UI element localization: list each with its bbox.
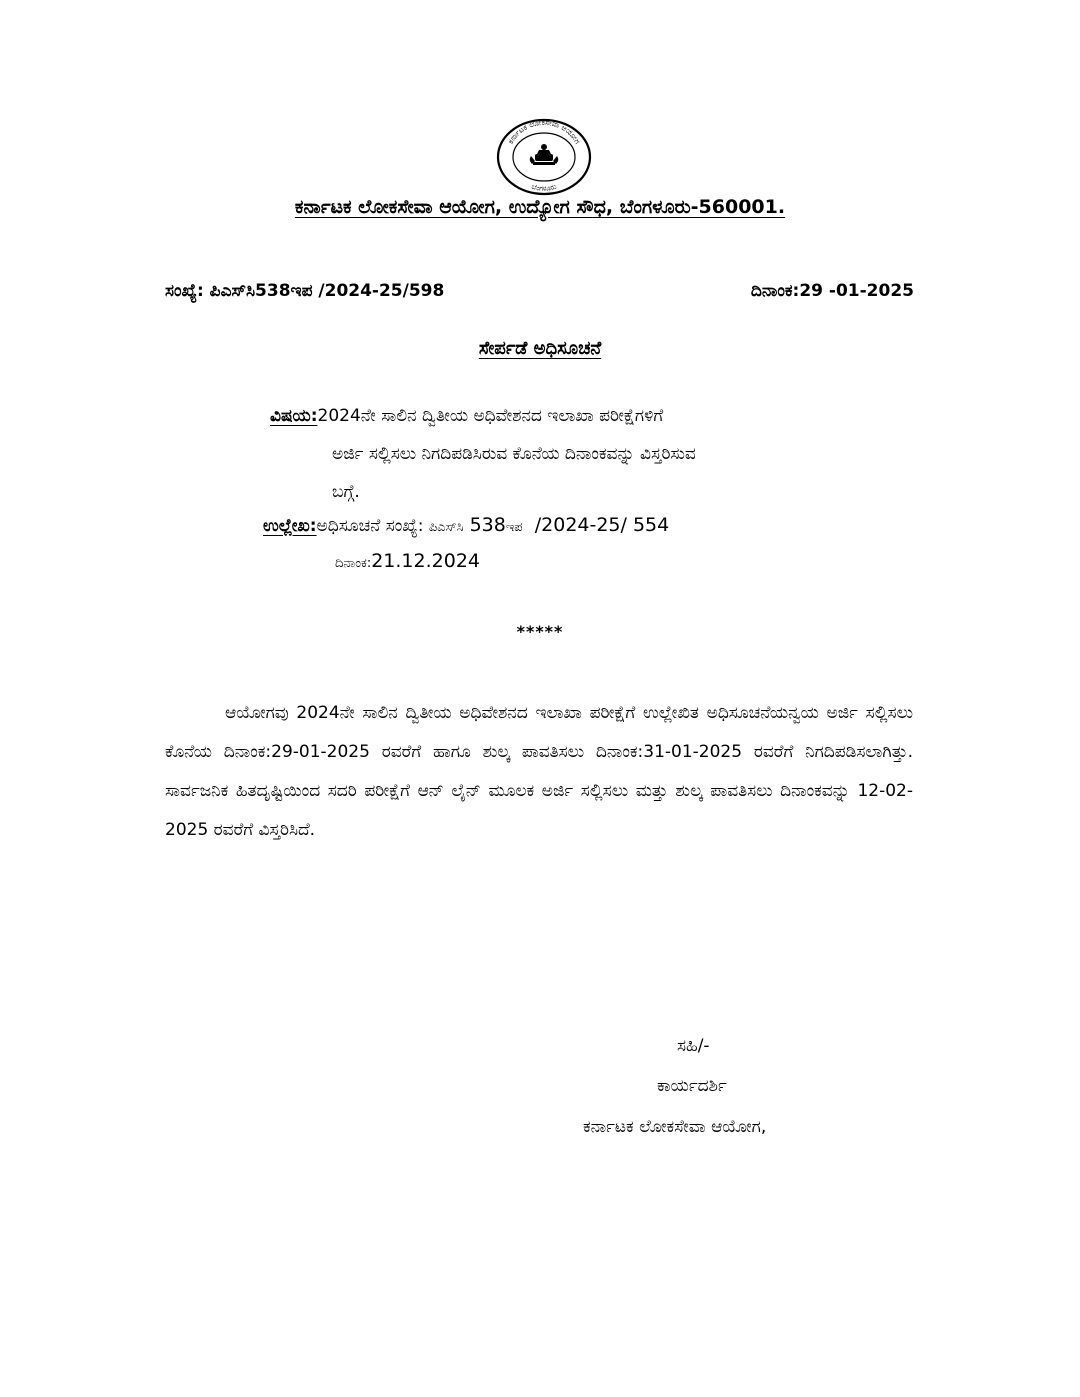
signature-organization: ಕರ್ನಾಟಕ ಲೋಕಸೇವಾ ಆಯೋಗ, — [583, 1117, 767, 1137]
signature-signed: ಸಹಿ/- — [677, 1036, 710, 1056]
seal-text-top: ಕರ್ನಾಟಕ ಲೋಕಸೇವಾ ಆಯೋಗ — [505, 118, 583, 146]
reference-label: ಉಲ್ಲೇಖ: — [263, 516, 317, 536]
notice-title-text: ಸೇರ್ಪಡೆ ಅಧಿಸೂಚನೆ — [478, 338, 602, 359]
seal-text-bottom: ಬೆಂಗಳೂರು — [530, 182, 558, 193]
document-date: ದಿನಾಂಕ:29 -01-2025 — [750, 281, 914, 301]
reference-block — [263, 506, 669, 547]
notice-title — [0, 338, 1080, 359]
subject-line-3: ಬಗ್ಗೆ. — [332, 482, 360, 502]
subject-block — [270, 397, 870, 511]
subject-line-1: 2024ನೇ ಸಾಲಿನ ದ್ವಿತೀಯ ಅಧಿವೇಶನದ ಇಲಾಖಾ ಪರೀಕ್ಷೆಗಳಿಗೆ — [317, 406, 664, 426]
reference-date-label: ದಿನಾಂಕ: — [335, 556, 372, 571]
subject-label: ವಿಷಯ: — [270, 406, 318, 426]
svg-text:ಬೆಂಗಳೂರು — [531, 183, 558, 193]
office-address-header — [0, 196, 1080, 218]
svg-text:ಕರ್ನಾಟಕ ಲೋಕಸೇವಾ ಆಯೋಗ — [506, 118, 582, 145]
reference-text: ಅಧಿಸೂಚನೆ ಸಂಖ್ಯೆ: — [316, 516, 424, 536]
separator-stars: ***** — [516, 622, 564, 641]
reference-number: ಸಂಖ್ಯೆ: ಪಿಎಸ್‌ಸಿ538ಇಪ /2024-25/598 — [165, 281, 445, 301]
reference-date — [335, 545, 480, 580]
reference-date-value: 21.12.2024 — [371, 550, 481, 572]
subject-line-2: ಅರ್ಜಿ ಸಲ್ಲಿಸಲು ನಿಗದಿಪಡಿಸಿರುವ ಕೊನೆಯ ದಿನಾಂಕವನ್ನು ವಿಸ್ತರಿಸುವ — [332, 444, 696, 464]
reference-number-mid: 538 — [463, 514, 506, 536]
body-paragraph: ಆಯೋಗವು 2024ನೇ ಸಾಲಿನ ದ್ವಿತೀಯ ಅಧಿವೇಶನದ ಇಲಾಖಾ ಪರೀಕ್ಷೆಗೆ ಉಲ್ಲೇಖಿತ ಅಧಿಸೂಚನೆಯನ್ವಯ ಅರ್ಜಿ ಸಲ್ಲಿಸಲು ಕೊನೆಯ ದಿನಾಂಕ:29-01-2025 ರವರೆಗೆ ಹಾಗೂ ಶುಲ್ಕ ಪಾವತಿಸಲು ದಿನಾಂಕ:31-01-2025 ರವರೆಗೆ ನಿಗದಿಪಡಿಸಲಾಗಿತ್ತು. ಸಾರ್ವಜನಿಕ ಹಿತದೃಷ್ಟಿಯಿಂದ ಸದರಿ ಪರೀಕ್ಷೆಗೆ ಆನ್ ಲೈನ್ ಮೂಲಕ ಅರ್ಜಿ ಸಲ್ಲಿಸಲು ಮತ್ತು ಶುಲ್ಕ ಪಾವತಿಸಲು ದಿನಾಂಕವನ್ನು 12-02-2025 ರವರೆಗೆ ವಿಸ್ತರಿಸಿದೆ. — [165, 703, 913, 840]
reference-number-kn: ಪಿಎಸ್‌ಸಿ — [428, 520, 464, 535]
signature-designation: ಕಾರ್ಯದರ್ಶಿ — [657, 1076, 727, 1096]
reference-number-kn2: ಇಪ — [505, 520, 523, 535]
kpsc-seal-logo — [495, 118, 593, 196]
reference-number-end: /2024-25/ 554 — [522, 514, 670, 536]
office-address-text: ಕರ್ನಾಟಕ ಲೋಕಸೇವಾ ಆಯೋಗ, ಉದ್ಯೋಗ ಸೌಧ, ಬೆಂಗಳೂರು-560001. — [294, 196, 786, 218]
